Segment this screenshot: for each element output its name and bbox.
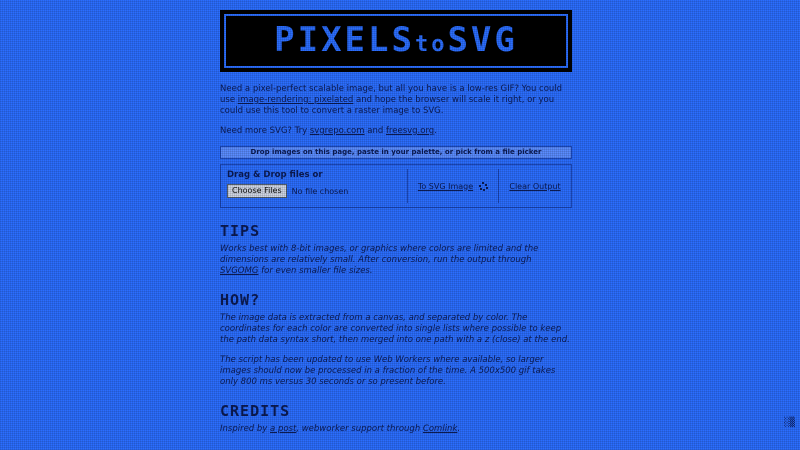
drop-zone-title: Drag & Drop files or [227,170,323,180]
intro-text-1b: and hope the browser will scale it right, or you could use this tool to convert a raster image to SVG. [220,95,555,116]
tips-text-a: Works best with 8-bit images, or graphics where colors are limited and the dimensions are relatively small. After conversion, run the output through [220,244,539,265]
freesvg-link[interactable]: freesvg.org [385,126,435,136]
how-heading: HOW? [220,291,261,309]
drop-zone[interactable] [221,165,407,207]
intro-text-2c: . [434,126,437,136]
convert-to-svg-button[interactable]: To SVG Image [417,181,474,191]
image-rendering-link[interactable]: image-rendering: pixelated [237,95,354,105]
drop-instruction-bar: Drop images on this page, paste in your palette, or pick from a file picker [220,146,572,159]
how-paragraph-1: The image data is extracted from a canvas, and separated by color. The coordinates for each color are converted into single lists where possible to keep the path data syntax short, then merged into one path with a z (close) at the end. [220,313,570,345]
banner-title-small: to [414,32,448,57]
banner-title [220,20,572,65]
corner-mark-icon: ░▒ [784,418,795,428]
svgomg-link[interactable]: SVGOMG [220,266,259,276]
tips-body [220,244,572,277]
clear-output-button[interactable]: Clear Output [509,181,561,191]
tips-heading: TIPS [220,222,261,240]
banner-title-main: PIXELS [274,20,415,60]
drop-panel[interactable] [220,164,572,208]
intro-text-1a: Need a pixel-perfect scalable image, but all you have is a low-res GIF? You could use [220,84,563,105]
page-container [220,0,572,450]
svgrepo-link[interactable]: svgrepo.com [309,126,365,136]
credits-text-b: , webworker support through [296,424,423,434]
loading-spinner-icon [479,182,488,191]
how-body [220,313,572,388]
intro-text-2a: Need more SVG? Try [220,126,310,136]
choose-files-button[interactable]: Choose Files [227,184,287,198]
intro-text [220,84,572,137]
credits-text-c: . [457,424,461,434]
intro-paragraph-1 [220,84,572,117]
intro-paragraph-2 [220,126,572,137]
credits-body [220,424,572,435]
intro-text-2b: and [364,126,386,136]
banner-title-end: SVG [447,20,518,60]
file-input-row[interactable] [227,184,401,198]
how-paragraph-2: The script has been updated to use Web Workers where available, so larger images should now be processed in a fraction of the time. A 500x500 gif takes only 800 ms versus 30 seconds or so present before. [220,355,556,387]
credits-text-a: Inspired by [220,424,271,434]
a-post-link[interactable]: a post [270,424,297,434]
no-file-chosen-label: No file chosen [291,186,349,196]
comlink-link[interactable]: Comlink [422,424,458,434]
tips-text-b: for even smaller file sizes. [258,266,373,276]
site-banner [220,10,572,72]
convert-area[interactable] [408,165,498,207]
credits-heading: CREDITS [220,402,291,420]
clear-area[interactable] [499,165,571,207]
